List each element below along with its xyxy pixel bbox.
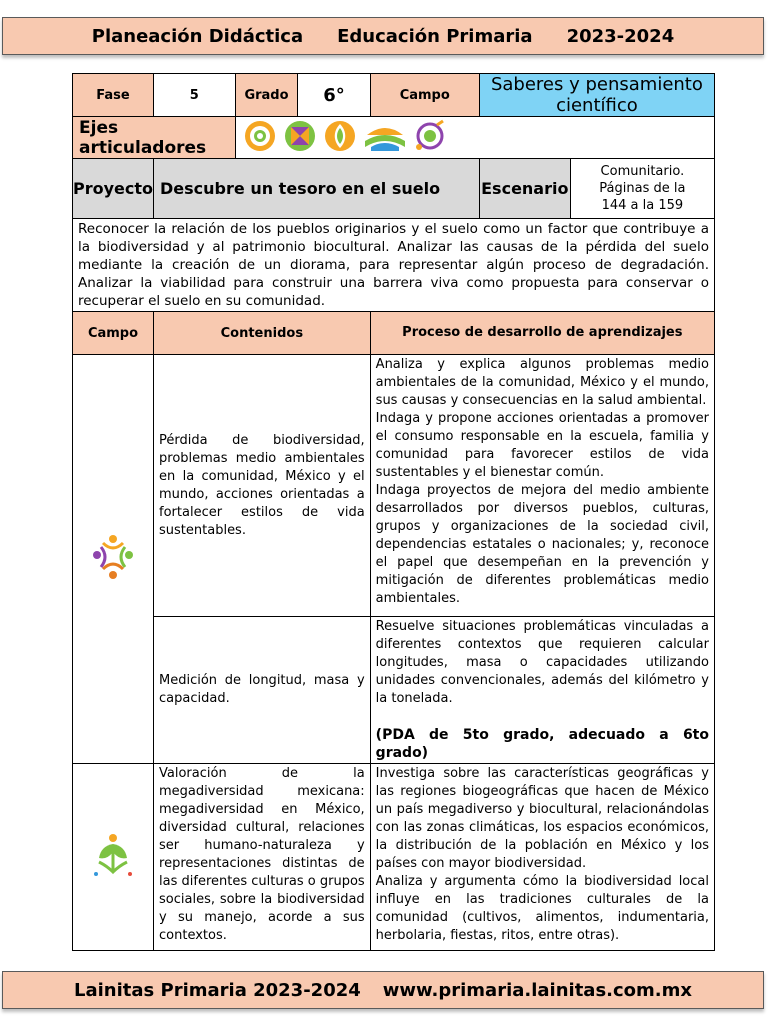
project-description: Reconocer la relación de los pueblos originarios y el suelo como un factor que contribuye a la biodiversidad y al patrimonio biocultural. Analizar las causas de la pérdida del suelo mediante la creación de un diorama, para representar algún proceso de degradación. Analizar la viabilidad para construir una barrera viva como propuesta para conservar o recuperar el suelo en su comunidad.: [73, 219, 715, 312]
header-title: Planeación Didáctica: [91, 25, 304, 47]
escenario-label: Escenario: [479, 159, 570, 219]
contenido-2: Medición de longitud, masa y capacidad.: [154, 617, 371, 764]
reading-icon: [363, 119, 407, 157]
campo-icon-cell: [73, 355, 154, 764]
community-campo-icon: [91, 570, 135, 585]
proceso-1: Analiza y explica algunos problemas medio ambientales de la comunidad, México y el mundo, sus causas y consecuencias en la salud ambiental. Indaga y propone acciones orientadas a promover el consumo responsable en la escuela, familia y comunidad para favorecer estilos de vida sustentables y el bienestar común. Indaga proyectos de mejora del medio ambiente desarrollados por diversos pueblos, culturas, grupos y organizaciones de la sociedad civil, dependencias estatales o nacionales; y, reconoce el papel que desempeñan en la prevención y mitigación de diferentes problemáticas medio ambientales.: [370, 355, 714, 617]
col-campo-header: Campo: [73, 312, 154, 355]
header-level: Educación Primaria: [337, 25, 533, 47]
ejes-icons: [235, 117, 714, 159]
critical-thinking-icon: [283, 119, 317, 157]
proceso-3: Investiga sobre las características geográficas y las regiones biogeográficas que hacen de México un país megadiverso y biocultural, relacionándolas con las zonas climáticas, los espacios económicos, la distribución de la población en México y los países con mayor biodiversidad. Analiza y argumenta cómo la biodiversidad local influye en las tradiciones culturales de la comunidad (cultivos, alimentos, indumentaria, herbolaria, fiestas, ritos, entre otras).: [370, 764, 714, 951]
fase-label: Fase: [73, 74, 154, 117]
campo-value: Saberes y pensamiento científico: [479, 74, 714, 117]
col-contenidos-header: Contenidos: [154, 312, 371, 355]
grado-value: 6°: [298, 74, 370, 117]
proceso-2: Resuelve situaciones problemáticas vinculadas a diferentes contextos que requieren calcular longitudes, masa o capacidades utilizando unidades convencionales, además del kilómetro y la tonelada. (PDA de 5to grado, adecuado a 6to grado): [370, 617, 714, 764]
campo-label: Campo: [370, 74, 479, 117]
pda-note: (PDA de 5to grado, adecuado a 6to grado): [375, 727, 709, 761]
header-year: 2023-2024: [566, 25, 675, 47]
fase-value: 5: [154, 74, 236, 117]
footer-banner: [2, 971, 764, 1009]
header-banner: [2, 17, 764, 55]
escenario-value: Comunitario. Páginas de la 144 a la 159: [570, 159, 714, 219]
contenido-1: Pérdida de biodiversidad, problemas medio ambientales en la comunidad, México y el mundo, acciones orientadas a fortalecer estilos de vida sustentables.: [154, 355, 371, 617]
grado-label: Grado: [235, 74, 298, 117]
campo-icon-cell-2: [73, 764, 154, 951]
plant-campo-icon: [93, 867, 133, 882]
planning-table: [72, 73, 715, 951]
proyecto-label: Proyecto: [73, 159, 154, 219]
interculturality-icon: [323, 119, 357, 157]
ejes-label: Ejes articuladores: [73, 117, 236, 159]
proyecto-value: Descubre un tesoro en el suelo: [154, 159, 480, 219]
arts-icon: [413, 119, 447, 157]
footer-url[interactable]: www.primaria.lainitas.com.mx: [382, 979, 692, 1001]
inclusion-icon: [243, 119, 277, 157]
contenido-3: Valoración de la megadiversidad mexicana: megadiversidad en México, diversidad cultural, relaciones ser humano-naturaleza y representaciones distintas de las diferentes culturas o grupos sociales, sobre la biodiversidad y su manejo, acorde a sus contextos.: [154, 764, 371, 951]
col-proceso-header: Proceso de desarrollo de aprendizajes: [370, 312, 714, 355]
footer-brand: Lainitas Primaria 2023-2024: [74, 979, 361, 1001]
